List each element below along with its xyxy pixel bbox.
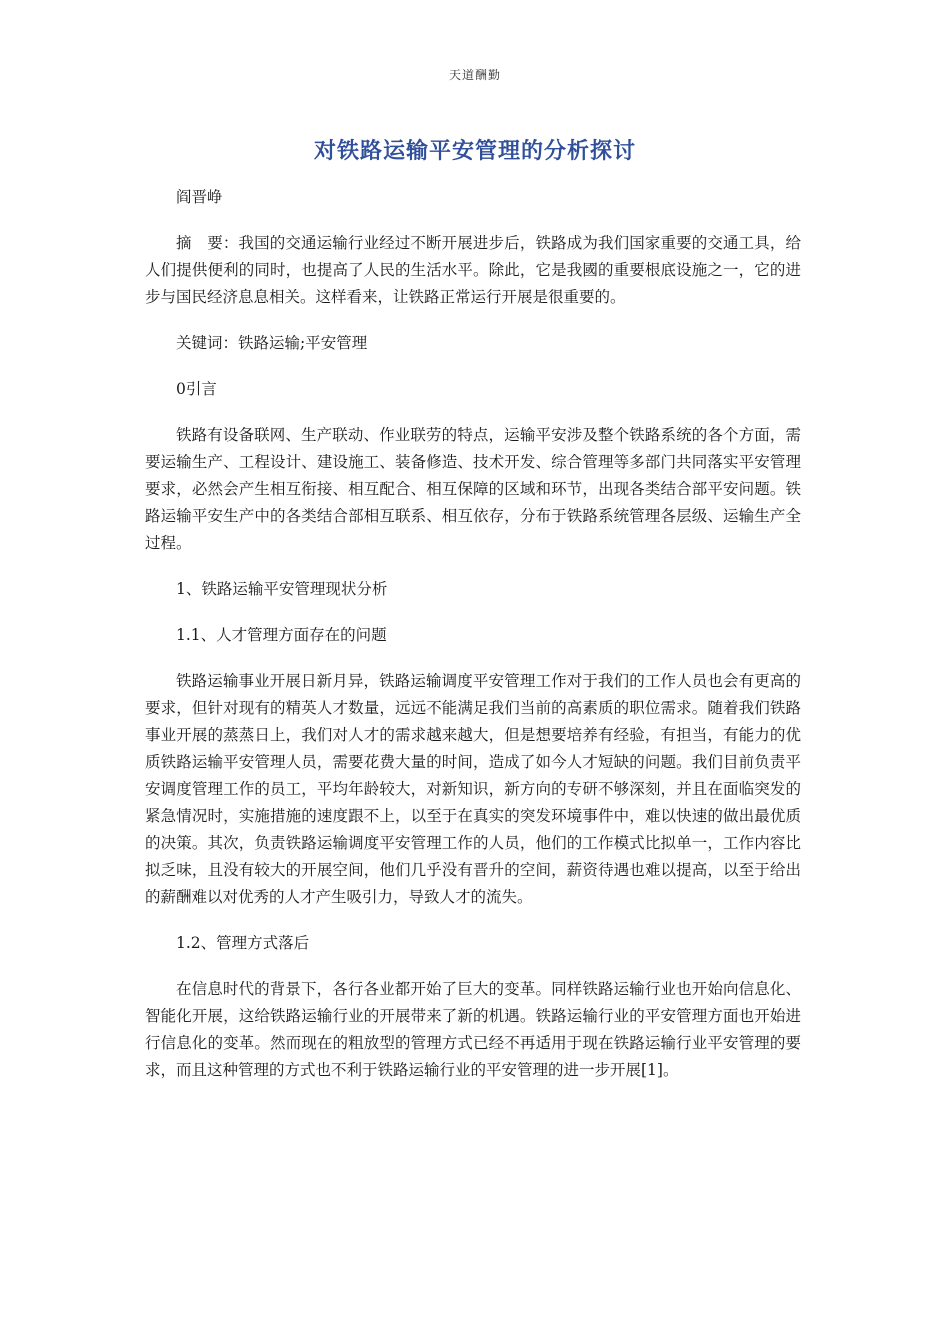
section-1-2-heading: 1.2、管理方式落后	[176, 934, 310, 952]
document-title: 对铁路运输平安管理的分析探讨	[313, 139, 636, 164]
author-line: 阎晋峥	[176, 188, 223, 206]
intro-heading: 0引言	[176, 380, 217, 398]
page-header: 天道酬勤	[448, 68, 501, 82]
section-1-1-paragraph: 铁路运输事业开展日新月异，铁路运输调度平安管理工作对于我们的工作人员也会有更高的要求，但针对现有的精英人才数量，远远不能满足我们当前的高素质的职位需求。随着我们铁路事业开展的蒸蒸日上，我们对人才的需求越来越大，但是想要培养有经验，有担当，有能力的优质铁路运输平安管理人员，需要花费大量的时间，造成了如今人才短缺的问题。我们目前负责平安调度管理工作的员工，平均年龄较大，对新知识，新方向的专研不够深刻，并且在面临突发的紧急情况时，实施措施的速度跟不上，以至于在真实的突发环境事件中，难以快速的做出最优质的决策。其次，负责铁路运输调度平安管理工作的人员，他们的工作模式比拟单一，工作内容比拟乏味，且没有较大的开展空间，他们几乎没有晋升的空间，薪资待遇也难以提高，以至于给出的薪酬难以对优秀的人才产生吸引力，导致人才的流失。	[145, 672, 801, 906]
document-body	[145, 184, 801, 1103]
intro-paragraph: 铁路有设备联网、生产联动、作业联劳的特点，运输平安涉及整个铁路系统的各个方面，需要运输生产、工程设计、建设施工、装备修造、技术开发、综合管理等多部门共同落实平安管理要求，必然会产生相互衔接、相互配合、相互保障的区域和环节，出现各类结合部平安问题。铁路运输平安生产中的各类结合部相互联系、相互依存，分布于铁路系统管理各层级、运输生产全过程。	[145, 426, 801, 552]
section-1-2-paragraph: 在信息时代的背景下，各行各业都开始了巨大的变革。同样铁路运输行业也开始向信息化、智能化开展，这给铁路运输行业的开展带来了新的机遇。铁路运输行业的平安管理方面也开始进行信息化的变革。然而现在的粗放型的管理方式已经不再适用于现在铁路运输行业平安管理的要求，而且这种管理的方式也不利于铁路运输行业的平安管理的进一步开展[1]。	[145, 980, 801, 1079]
keywords-line: 关键词：铁路运输;平安管理	[176, 334, 368, 352]
abstract-paragraph: 摘 要：我国的交通运输行业经过不断开展进步后，铁路成为我们国家重要的交通工具，给人们提供便利的同时，也提高了人民的生活水平。除此，它是我國的重要根底设施之一，它的进步与国民经济息息相关。这样看来，让铁路正常运行开展是很重要的。	[145, 234, 801, 306]
section-1-heading: 1、铁路运输平安管理现状分析	[176, 580, 388, 598]
section-1-1-heading: 1.1、人才管理方面存在的问题	[176, 626, 387, 644]
